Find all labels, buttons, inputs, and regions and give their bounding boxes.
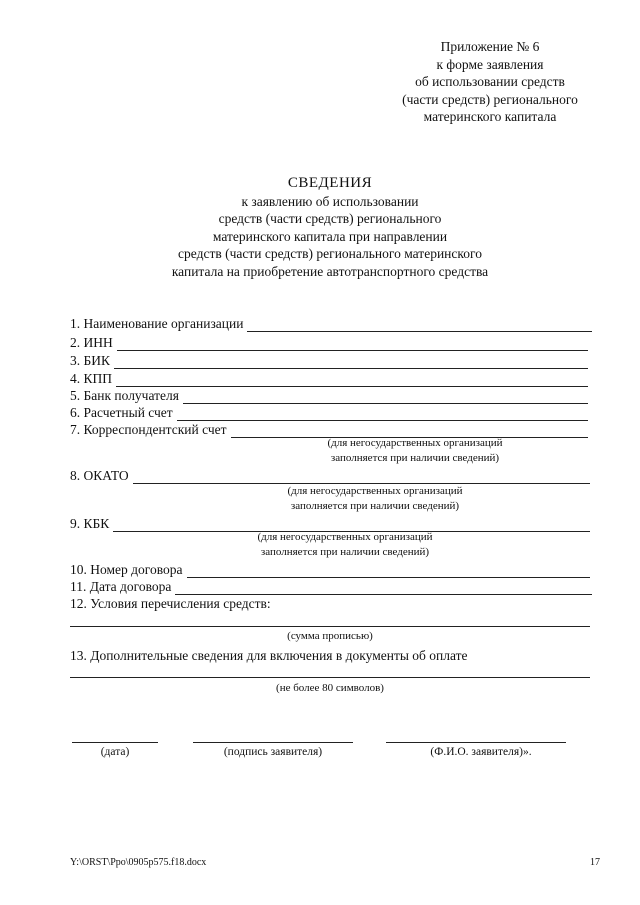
hint-line: (для негосударственных организаций bbox=[327, 437, 503, 449]
title-line: к заявлению об использовании bbox=[241, 193, 419, 209]
fill-line bbox=[117, 338, 588, 351]
field-label: 11. Дата договора bbox=[70, 579, 172, 594]
additional-info-line bbox=[70, 677, 590, 678]
field-label: 3. БИК bbox=[70, 353, 111, 368]
appendix-line: об использовании средств bbox=[415, 74, 565, 89]
date-line bbox=[72, 742, 158, 743]
hint-sum-words bbox=[200, 629, 460, 644]
hint-line: заполняется при наличии сведений) bbox=[330, 452, 500, 464]
hint-correspondent-account bbox=[270, 436, 560, 466]
appendix-line: Приложение № 6 bbox=[440, 39, 540, 54]
fio-label: (Ф.И.О. заявителя)». bbox=[430, 746, 532, 758]
hint-max-80 bbox=[200, 681, 460, 696]
field-label: 5. Банк получателя bbox=[70, 388, 179, 403]
field-contract-date bbox=[70, 577, 592, 595]
field-transfer-conditions bbox=[70, 594, 592, 612]
field-label: 2. ИНН bbox=[70, 335, 113, 350]
hint-line: (для негосударственных организаций bbox=[257, 531, 433, 543]
fill-line bbox=[247, 319, 592, 332]
hint-line: заполняется при наличии сведений) bbox=[260, 546, 430, 558]
field-contract-number bbox=[70, 560, 590, 578]
field-label: 12. Условия перечисления средств: bbox=[70, 596, 271, 611]
hint-kbk bbox=[200, 530, 490, 560]
field-recipient-bank bbox=[70, 386, 588, 404]
hint-line: (для негосударственных организаций bbox=[287, 485, 463, 497]
file-path: Y:\ORST\Ppo\0905p575.f18.docx bbox=[70, 857, 207, 868]
fill-line bbox=[133, 471, 590, 484]
signature-label: (подпись заявителя) bbox=[223, 746, 323, 758]
field-label: 1. Наименование организации bbox=[70, 316, 244, 331]
field-bik bbox=[70, 351, 588, 369]
hint-line: заполняется при наличии сведений) bbox=[290, 500, 460, 512]
field-label: 8. ОКАТО bbox=[70, 468, 129, 483]
appendix-block bbox=[380, 38, 600, 126]
signature-line bbox=[193, 742, 353, 743]
hint-okato bbox=[230, 484, 520, 514]
document-title bbox=[100, 175, 560, 280]
transfer-conditions-line bbox=[70, 626, 590, 627]
field-label: 13. Дополнительные сведения для включения в документы об оплате bbox=[70, 648, 468, 663]
title-line: капитала на приобретение автотранспортного средства bbox=[171, 263, 489, 279]
appendix-line: материнского капитала bbox=[423, 109, 557, 124]
field-inn bbox=[70, 333, 588, 351]
title-heading: СВЕДЕНИЯ bbox=[287, 175, 373, 191]
field-label: 10. Номер договора bbox=[70, 562, 183, 577]
field-label: 6. Расчетный счет bbox=[70, 405, 173, 420]
fio-line bbox=[386, 742, 566, 743]
field-settlement-account bbox=[70, 403, 588, 421]
hint-line: (не более 80 символов) bbox=[276, 682, 384, 694]
title-line: средств (части средств) регионального bbox=[218, 211, 442, 226]
appendix-line: (части средств) регионального bbox=[402, 91, 578, 107]
hint-line: (сумма прописью) bbox=[287, 630, 373, 642]
field-organization-name bbox=[70, 314, 592, 332]
field-kpp bbox=[70, 369, 588, 387]
field-label: 9. КБК bbox=[70, 516, 110, 531]
field-okato bbox=[70, 466, 590, 484]
title-line: средств (части средств) регионального материнского bbox=[178, 246, 482, 261]
field-additional-info bbox=[70, 646, 592, 664]
field-label: 7. Корреспондентский счет bbox=[70, 422, 227, 437]
title-line: материнского капитала при направлении bbox=[212, 228, 448, 244]
field-label: 4. КПП bbox=[70, 371, 113, 386]
date-label: (дата) bbox=[100, 746, 130, 758]
appendix-line: к форме заявления bbox=[436, 56, 544, 72]
page-number: 17 bbox=[590, 857, 600, 868]
fill-line bbox=[114, 356, 588, 369]
